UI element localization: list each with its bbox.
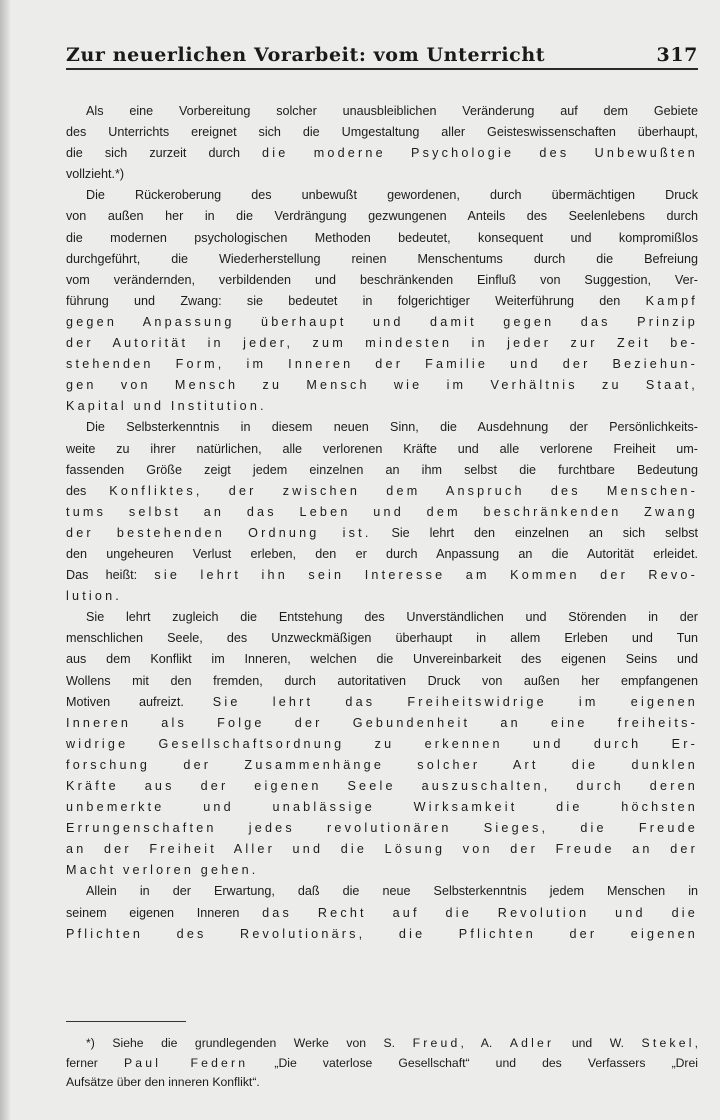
spaced-emphasis-text: unbemerkte und unablässige Wirksamkeit die höchsten [66,800,698,815]
page-header [66,44,698,66]
text-line [66,101,698,122]
text-line [66,692,698,713]
text-segment: des [66,483,110,498]
text-line [66,270,698,291]
text-segment: und W. [554,1036,642,1050]
spaced-emphasis-text: Pflichten des Revolutionärs, die Pflichten der eigenen [66,926,698,941]
text-line [66,839,698,860]
spaced-emphasis-text: Kapital und Institution. [66,399,267,414]
text-segment: ferner [66,1055,124,1070]
paragraph [66,417,698,607]
text-segment: aus dem Konflikt im Inneren, welchen die Unvereinbarkeit des eigenen Seins und [66,652,698,667]
spaced-emphasis-text: Paul Federn [123,1055,249,1070]
spaced-emphasis-text: gegen Anpassung überhaupt und damit gegen das Prinzip [66,314,698,329]
body-text [66,101,698,945]
text-segment: den ungeheuren Verlust erleben, den er durch Anpassung an die Autorität erleidet. [66,546,698,561]
text-line [66,460,698,481]
text-segment: menschlichen Seele, des Unzweckmäßigen überhaupt in allem Erleben und Tun [66,631,698,646]
text-line [66,671,698,692]
footnote [66,1034,698,1093]
spaced-emphasis-text: Macht verloren gehen. [66,863,259,878]
spaced-emphasis-text: stehenden Form, im Inneren der Familie und der Beziehun- [66,357,698,372]
text-line [66,649,698,670]
spaced-emphasis-text: Sie lehrt das Freiheitswidrige im eigenen [212,694,698,709]
text-line [66,481,698,502]
text-line [66,924,698,945]
text-line [66,396,698,417]
text-segment: , A. [460,1036,510,1050]
text-line [66,734,698,755]
text-segment: durchgeführt, die Wiederherstellung reinen Menschentums durch die Befreiung [66,251,698,266]
text-segment: die sich zurzeit durch [66,146,263,161]
spaced-emphasis-text: widrige Gesellschaftsordnung zu erkennen und durch Er- [66,736,698,751]
text-segment: Aufsätze über den inneren Konflikt“. [66,1075,260,1089]
spaced-emphasis-text: an der Freiheit Aller und die Lösung von der Freude an der [66,842,698,857]
text-line [66,375,698,396]
text-line [66,439,698,460]
text-line [66,544,698,565]
text-segment: Sie lehrt den einzelnen an sich selbst [371,525,699,540]
text-line [66,354,698,375]
spaced-emphasis-text: Errungenschaften jedes revolutionären Sieges, die Freude [66,821,698,836]
text-segment: Als eine Vorbereitung solcher unausbleiblichen Veränderung auf dem Gebiete [86,104,698,118]
page-number: 317 [656,44,698,66]
text-segment: weite zu ihrer natürlichen, alle verlorenen Kräfte und alle verlorene Freiheit um- [66,441,698,456]
text-segment: fassenden Größe zeigt jedem einzelnen an ihm selbst die furchtbare Bedeutung [66,462,698,477]
text-line [66,228,698,249]
spaced-emphasis-text: Kampf [645,293,698,308]
text-segment: des Unterrichts ereignet sich die Umgestaltung aller Geisteswissenschaften überhaupt, [66,125,698,140]
text-line [66,860,698,881]
spaced-emphasis-text: der bestehenden Ordnung ist. [66,525,372,540]
scan-edge-shadow [0,0,10,1120]
spaced-emphasis-text: sie lehrt ihn sein Interesse am Kommen der Revo- [154,568,699,583]
text-segment: Wollens mit den fremden, durch autoritativen Druck von außen her empfangenen [66,673,698,688]
spaced-emphasis-text: Adler [509,1036,555,1050]
paragraph [66,607,698,881]
text-line [66,755,698,776]
spaced-emphasis-text: der Autorität in jeder, zum mindesten in jeder zur Zeit be- [66,336,698,351]
paragraph [66,185,698,417]
paragraph [66,101,698,185]
spaced-emphasis-text: lution. [66,589,123,604]
text-segment: Allein in der Erwartung, daß die neue Selbsterkenntnis jedem Menschen in [86,884,698,899]
spaced-emphasis-text: Stekel [641,1036,695,1050]
text-line [66,797,698,818]
spaced-emphasis-text: das Recht auf die Revolution und die [262,905,698,920]
text-segment: Die Rückeroberung des unbewußt gewordenen, durch übermächtigen Druck [86,188,698,203]
running-title: Zur neuerlichen Vorarbeit: vom Unterricht [66,44,546,66]
text-line [66,291,698,312]
text-line [66,185,698,206]
text-segment: Das heißt: [66,568,155,583]
spaced-emphasis-text: forschung der Zusammenhänge solcher Art die dunklen [66,757,698,772]
text-line [66,586,698,607]
header-rule [66,68,698,70]
text-segment: *) Siehe die grundlegenden Werke von S. [86,1036,413,1050]
spaced-emphasis-text: die moderne Psychologie des Unbewußten [262,146,698,161]
spaced-emphasis-text: gen von Mensch zu Mensch wie im Verhältnis zu Staat, [66,378,698,393]
text-line [66,523,698,544]
text-line [66,1054,698,1074]
text-line [66,713,698,734]
spaced-emphasis-text: Freud [412,1036,461,1050]
text-line [66,607,698,628]
text-segment: Die Selbsterkenntnis in diesem neuen Sinn, die Ausdehnung der Persönlichkeits- [86,420,698,435]
text-line [66,122,698,143]
text-segment: Motiven aufreizt. [66,694,213,709]
text-segment: vom verändernden, verbildenden und beschränkenden Einfluß von Suggestion, Ver- [66,272,698,287]
text-line [66,903,698,924]
text-segment: „Die vaterlose Gesellschaft“ und des Verfassers „Drei [248,1055,698,1070]
text-line [66,206,698,227]
text-segment: seinem eigenen Inneren [66,905,263,920]
text-segment: führung und Zwang: sie bedeutet in folgerichtiger Weiterführung den [66,293,646,308]
spaced-emphasis-text: Konfliktes, der zwischen dem Anspruch des Menschen- [109,483,698,498]
text-line [66,628,698,649]
text-line [66,565,698,586]
text-segment: von außen her in die Verdrängung gezwungenen Anteils des Seelenlebens durch [66,209,698,224]
text-line [66,164,698,185]
text-line [66,143,698,164]
text-segment: Sie lehrt zugleich die Entstehung des Unverständlichen und Störenden in der [86,610,698,625]
text-line [66,333,698,354]
text-line [66,312,698,333]
text-line [66,1034,698,1054]
text-segment: , [694,1036,698,1050]
text-line [66,818,698,839]
paragraph [66,881,698,944]
spaced-emphasis-text: Kräfte aus der eigenen Seele auszuschalten, durch deren [66,779,698,793]
text-line [66,776,698,797]
spaced-emphasis-text: tums selbst an das Leben und dem beschränkenden Zwang [66,504,698,519]
text-line [66,881,698,902]
text-line [66,417,698,438]
text-segment: vollzieht.*) [66,167,125,182]
text-line [66,502,698,523]
text-segment: die modernen psychologischen Methoden bedeutet, konsequent und kompromißlos [66,230,698,245]
text-line [66,249,698,270]
text-line [66,1073,698,1093]
spaced-emphasis-text: Inneren als Folge der Gebundenheit an eine freiheits- [66,715,698,730]
footnote-rule [66,1021,186,1022]
